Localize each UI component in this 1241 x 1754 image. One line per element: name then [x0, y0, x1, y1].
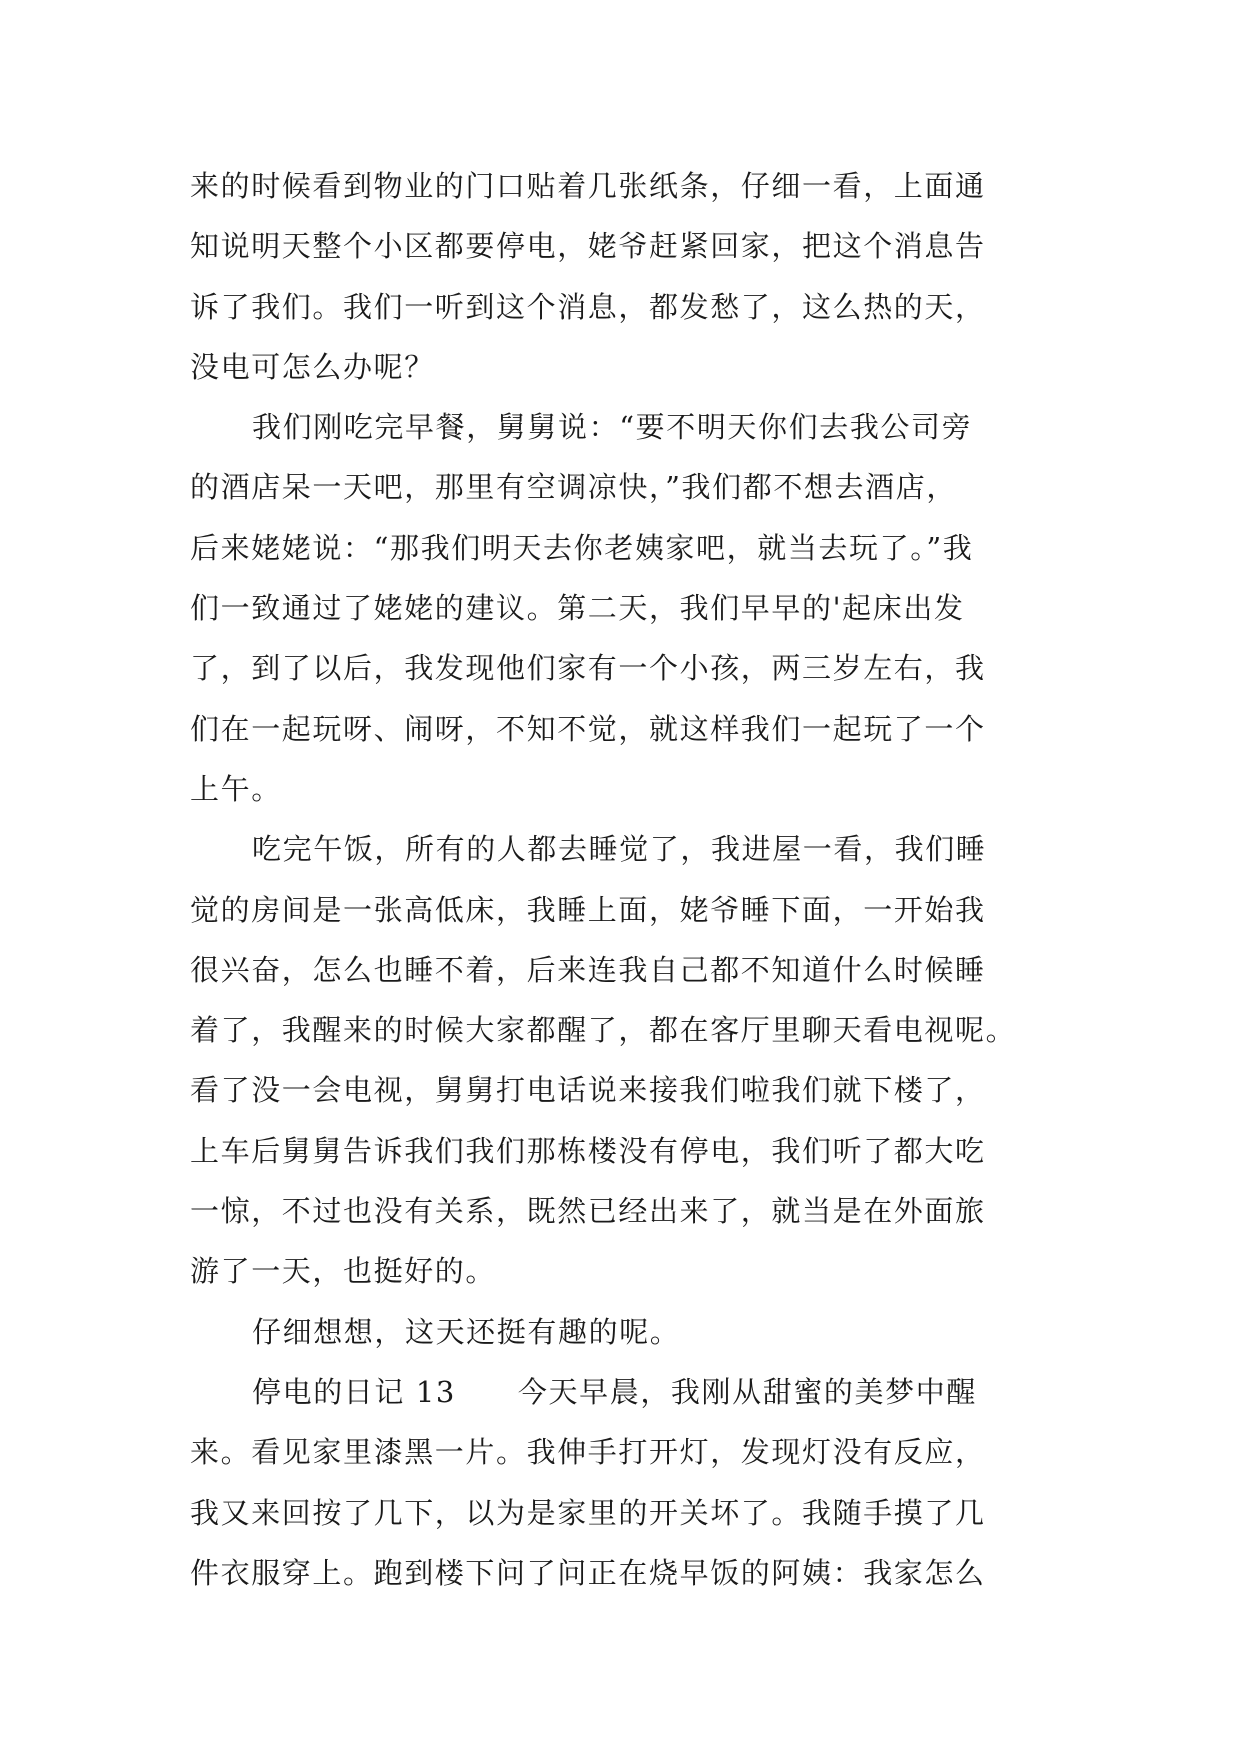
text-line: 着了，我醒来的时候大家都醒了，都在客厅里聊天看电视呢。: [190, 1013, 1017, 1048]
text-line: 的酒店呆一天吧，那里有空调凉快，”我们都不想去酒店，: [190, 470, 957, 505]
diary-first-line-text: 今天早晨，我刚从甜蜜的美梦中醒: [517, 1374, 977, 1409]
document-body: [190, 156, 1065, 1603]
text-line: 件衣服穿上。跑到楼下问了问正在烧早饭的阿姨：我家怎么: [190, 1555, 986, 1590]
text-line: 看了没一会电视，舅舅打电话说来接我们啦我们就下楼了，: [190, 1073, 986, 1108]
paragraph-2: [190, 397, 1065, 819]
text-line: 们一致通过了姥姥的建议。第二天，我们早早的'起床出发: [190, 591, 965, 626]
text-line: 上车后舅舅告诉我们我们那栋楼没有停电，我们听了都大吃: [190, 1133, 986, 1168]
paragraph-3: [190, 819, 1065, 1301]
paragraph-1: [190, 156, 1065, 397]
diary-heading: 停电的日记 13: [252, 1374, 456, 1409]
text-line: 上午。: [190, 771, 282, 806]
text-line: 觉的房间是一张高低床，我睡上面，姥爷睡下面，一开始我: [190, 892, 986, 927]
text-line: 很兴奋，怎么也睡不着，后来连我自己都不知道什么时候睡: [190, 952, 986, 987]
text-line: 后来姥姥说：“那我们明天去你老姨家吧，就当去玩了。”我: [190, 530, 974, 565]
text-line: 一惊，不过也没有关系，既然已经出来了，就当是在外面旅: [190, 1194, 986, 1229]
text-line: 没电可怎么办呢？: [190, 349, 435, 384]
text-line: 来的时候看到物业的门口贴着几张纸条，仔细一看，上面通: [190, 169, 986, 203]
text-line: 了，到了以后，我发现他们家有一个小孩，两三岁左右，我: [190, 651, 986, 686]
text-line: [190, 1362, 1065, 1422]
text-line: 知说明天整个小区都要停电，姥爷赶紧回家，把这个消息告: [190, 229, 986, 264]
text-line: 诉了我们。我们一听到这个消息，都发愁了，这么热的天，: [190, 289, 986, 324]
text-line: 我又来回按了几下，以为是家里的开关坏了。我随手摸了几: [190, 1495, 986, 1530]
text-line: 吃完午饭，所有的人都去睡觉了，我进屋一看，我们睡: [252, 832, 987, 867]
text-line: 我们刚吃完早餐，舅舅说：“要不明天你们去我公司旁: [252, 410, 973, 445]
diary-entry: [190, 1362, 1065, 1603]
text-line: 们在一起玩呀、闹呀，不知不觉，就这样我们一起玩了一个: [190, 711, 986, 746]
text-line: 来。看见家里漆黑一片。我伸手打开灯，发现灯没有反应，: [190, 1435, 986, 1470]
paragraph-4: [190, 1302, 1065, 1362]
text-line: 游了一天，也挺好的。: [190, 1254, 497, 1289]
text-line: 仔细想想，这天还挺有趣的呢。: [252, 1314, 681, 1349]
